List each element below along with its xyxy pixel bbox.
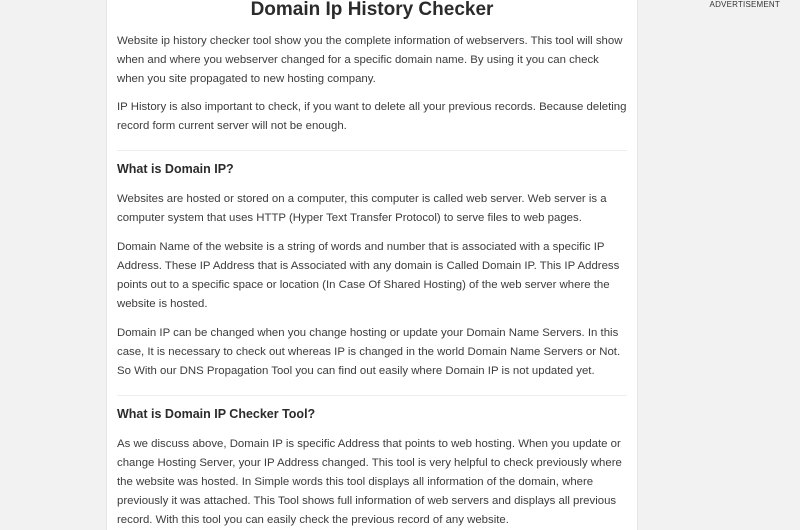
intro-paragraph-1: Website ip history checker tool show you the complete information of webservers. This tool will show when and where you webserver changed for a specific domain name. By using it you can check when you site propagated to new hosting company. [117, 35, 623, 85]
domain-ip-paragraph-1: Websites are hosted or stored on a computer, this computer is called web server. Web server is a computer system that uses HTTP (Hyper Text Transfer Protocol) to serve files to web pages. [117, 193, 607, 224]
section-heading-domain-ip: What is Domain IP? [117, 162, 234, 176]
intro-paragraph-2: IP History is also important to check, if you want to delete all your previous records. Because deleting record form current server will not be enough. [117, 101, 627, 132]
section-heading-checker-tool: What is Domain IP Checker Tool? [117, 407, 316, 421]
page-title: Domain Ip History Checker [250, 0, 494, 20]
checker-tool-paragraph-1: As we discuss above, Domain IP is specific Address that points to web hosting. When you update or change Hosting Server, your IP Address changed. This tool is very helpful to check previously where the website was hosted. In Simple words this tool displays all information of the domain, where previously it was attached. This Tool shows full information of web servers and displays all previous record. With this tool you can easily check the previous record of any website. [117, 438, 622, 526]
domain-ip-paragraph-3: Domain IP can be changed when you change hosting or update your Domain Name Servers. In this case, It is necessary to check out whereas IP is changed in the world Domain Name Servers or Not. So With our DNS Propagation Tool you can find out easily where Domain IP is not updated yet. [117, 327, 621, 377]
advertisement-label: ADVERTISEMENT [709, 0, 780, 9]
section-divider-1 [117, 150, 627, 151]
section-divider-2 [117, 395, 627, 396]
article-card [106, 0, 638, 530]
domain-ip-paragraph-2: Domain Name of the website is a string of words and number that is associated with a specific IP Address. These IP Address that is Associated with any domain is Called Domain IP. This IP Address points out to a specific space or location (In Case Of Shared Hosting) of the web server where the website is hosted. [117, 241, 620, 310]
